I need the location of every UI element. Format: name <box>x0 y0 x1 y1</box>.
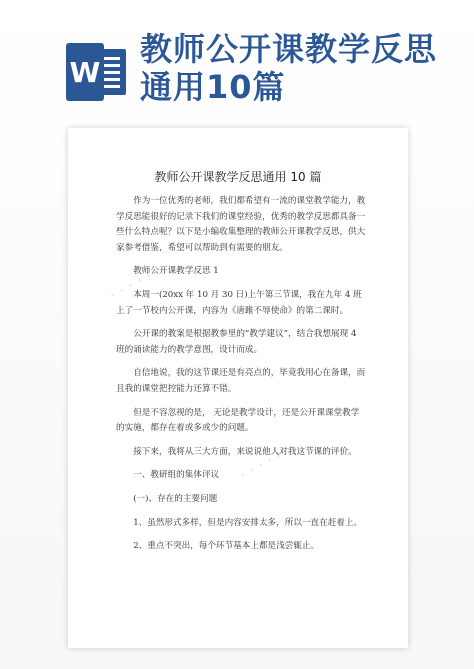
document-page <box>68 128 408 648</box>
list-item: 2、重点不突出，每个环节基本上都是浅尝辄止。 <box>133 541 320 552</box>
paragraph: 作为一位优秀的老师，我们都希望有一流的课堂教学能力，教学反思能很好的记录下我们的课堂经验，优秀的教学反思都具备一些什么特点呢？以下是小编收集整理的教师公开课教学反思，供大家参考借鉴，希望可以帮助到有需要的朋友。 <box>116 196 366 253</box>
paragraph: 本周一(20xx 年 10 月 30 日)上午第三节课，我在九年 4 班上了一节校内公开课，内容为《唐雎不辱使命》的第二课时。 <box>116 289 362 316</box>
paragraph: 公开课的教案是根据教参里的“教学建议”，结合我想展现 4 班的诵读能力的教学意图，设计而成。 <box>116 329 357 355</box>
section-heading: (一)、存在的主要问题 <box>133 493 218 504</box>
banner-title: 教师公开课教学反思通用10篇 <box>140 30 438 106</box>
document-title: 教师公开课教学反思通用 10 篇 <box>154 170 322 184</box>
document-body <box>116 194 366 563</box>
word-document-icon <box>66 43 128 101</box>
section-heading: 一、教研组的集体评议 <box>133 470 220 481</box>
paragraph: 但是不容忽视的是， 无论是教学设计，还是公开课课堂教学的实施，都存在着或多或少的问题。 <box>116 407 360 434</box>
watermark: · · · · · <box>236 448 286 484</box>
section-heading: 教师公开课教学反思 1 <box>133 266 219 277</box>
paragraph: 接下来，我将从三大方面，来说说他人对我这节课的评价。 <box>133 446 357 457</box>
watermark: · · · · · <box>106 268 156 304</box>
paragraph: 自信地说，我的这节课还是有亮点的，毕竟我用心在备课，而且我的课堂把控能力还算不错。 <box>116 368 366 394</box>
list-item: 1、虽然形式多样，但是内容安排太多，所以一直在赶着上。 <box>133 517 363 528</box>
word-icon-letter: W <box>66 43 104 101</box>
